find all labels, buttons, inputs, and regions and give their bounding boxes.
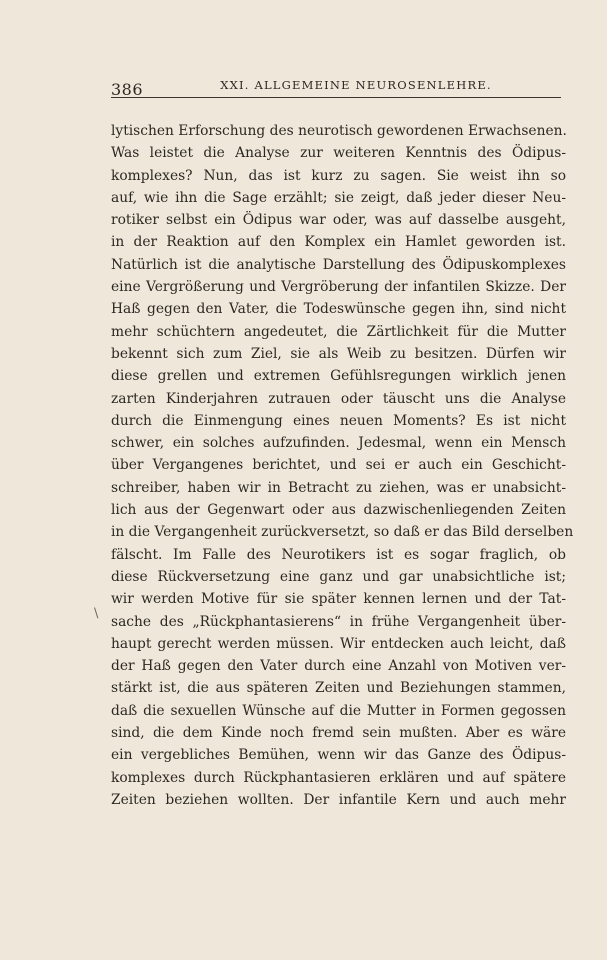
text-line: komplexes? Nun, das ist kurz zu sagen. Sie weist ihn so (111, 167, 566, 184)
page-header (111, 78, 561, 98)
text-line: Zeiten beziehen wollten. Der infantile Kern und auch mehr (111, 791, 566, 808)
text-line: Natürlich ist die analytische Darstellung des Ödipuskomplexes (111, 256, 566, 273)
text-line: komplexes durch Rückphantasieren erklären und auf spätere (111, 769, 566, 786)
page-number: 386 (111, 80, 144, 99)
text-line: in der Reaktion auf den Komplex ein Hamlet geworden ist. (111, 234, 566, 251)
text-line: Was leistet die Analyse zur weiteren Kenntnis des Ödipus- (111, 145, 566, 162)
text-line: fälscht. Im Falle des Neurotikers ist es sogar fraglich, ob (111, 546, 566, 563)
text-line: haupt gerecht werden müssen. Wir entdecken auch leicht, daß (111, 635, 566, 652)
text-line: lich aus der Gegenwart oder aus dazwischenliegenden Zeiten (111, 502, 566, 519)
text-line: diese Rückversetzung eine ganz und gar unabsichtliche ist; (111, 568, 566, 585)
text-line: mehr schüchtern angedeutet, die Zärtlichkeit für die Mutter (111, 323, 566, 340)
text-line: lytischen Erforschung des neurotisch gewordenen Erwachsenen. (111, 123, 567, 139)
text-line: ein vergebliches Bemühen, wenn wir das Ganze des Ödipus- (111, 747, 566, 764)
margin-mark: \ (94, 606, 99, 621)
text-line: daß die sexuellen Wünsche auf die Mutter in Formen gegossen (111, 702, 566, 719)
text-line: auf, wie ihn die Sage erzählt; sie zeigt, daß jeder dieser Neu- (111, 189, 566, 206)
text-line: bekennt sich zum Ziel, sie als Weib zu besitzen. Dürfen wir (111, 345, 566, 362)
text-line: über Vergangenes berichtet, und sei er auch ein Geschicht- (111, 457, 566, 474)
text-line: sache des „Rückphantasierens“ in frühe Vergangenheit über- (111, 613, 566, 630)
body-text (111, 120, 574, 811)
text-line: durch die Einmengung eines neuen Moments? Es ist nicht (111, 412, 566, 429)
text-line: rotiker selbst ein Ödipus war oder, was auf dasselbe ausgeht, (111, 212, 566, 229)
text-line: schwer, ein solches aufzufinden. Jedesmal, wenn ein Mensch (111, 435, 566, 452)
text-line: sind, die dem Kinde noch fremd sein mußten. Aber es wäre (111, 725, 566, 742)
text-line: Haß gegen den Vater, die Todeswünsche gegen ihn, sind nicht (111, 301, 566, 318)
text-line: stärkt ist, die aus späteren Zeiten und Beziehungen stammen, (111, 680, 566, 697)
text-line: zarten Kinderjahren zutrauen oder täuscht uns die Analyse (111, 390, 566, 407)
text-line: in die Vergangenheit zurückversetzt, so daß er das Bild derselben (111, 524, 574, 541)
text-line: schreiber, haben wir in Betracht zu ziehen, was er unabsicht- (111, 479, 566, 496)
running-head: XXI. ALLGEMEINE NEUROSENLEHRE. (220, 78, 492, 92)
text-line: wir werden Motive für sie später kennen lernen und der Tat- (111, 591, 566, 608)
text-line: der Haß gegen den Vater durch eine Anzahl von Motiven ver- (111, 658, 566, 675)
text-line: diese grellen und extremen Gefühlsregungen wirklich jenen (111, 368, 566, 385)
text-line: eine Vergrößerung und Vergröberung der infantilen Skizze. Der (111, 279, 566, 296)
